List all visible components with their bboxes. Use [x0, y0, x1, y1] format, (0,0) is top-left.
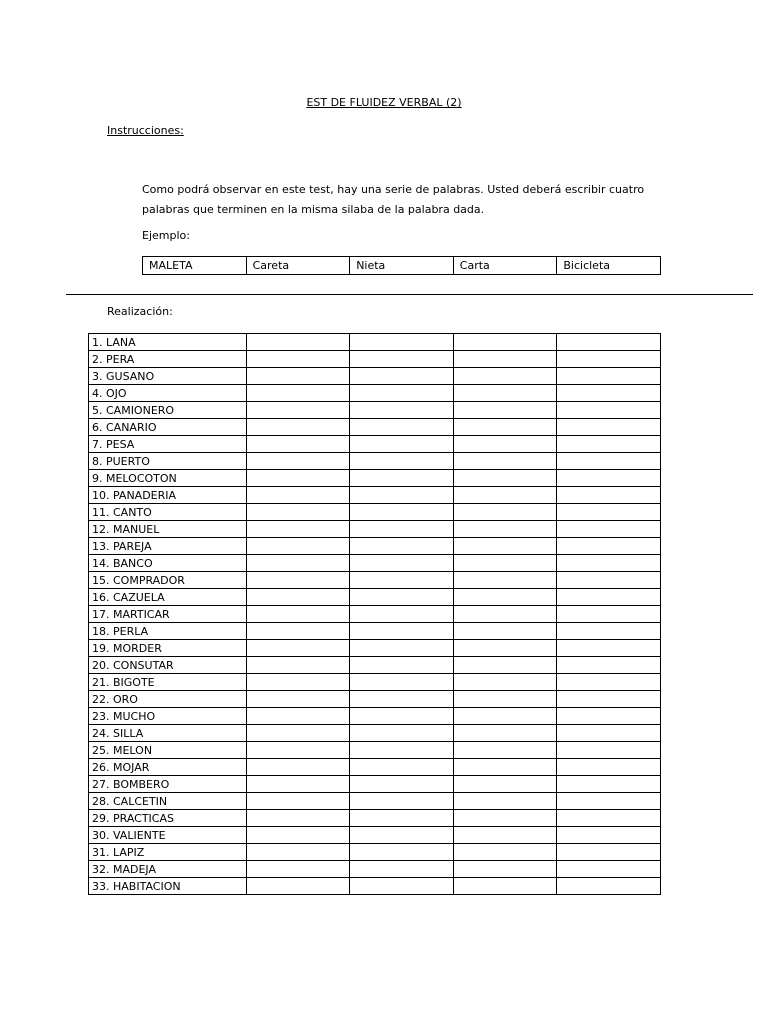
answer-cell[interactable] [350, 742, 454, 759]
answer-cell[interactable] [246, 776, 350, 793]
answer-cell[interactable] [557, 691, 661, 708]
table-row [89, 504, 661, 521]
answer-cell[interactable] [453, 674, 557, 691]
word-cell: 30. VALIENTE [89, 827, 247, 844]
answer-cell[interactable] [557, 623, 661, 640]
example-cell: Bicicleta [557, 257, 661, 275]
answer-cell[interactable] [557, 606, 661, 623]
answer-cell[interactable] [453, 708, 557, 725]
answer-cell[interactable] [350, 725, 454, 742]
answer-cell[interactable] [246, 487, 350, 504]
word-cell: 21. BIGOTE [89, 674, 247, 691]
table-row [89, 878, 661, 895]
answer-cell[interactable] [350, 504, 454, 521]
word-cell: 7. PESA [89, 436, 247, 453]
answer-cell[interactable] [246, 470, 350, 487]
answer-cell[interactable] [557, 334, 661, 351]
answer-cell[interactable] [246, 742, 350, 759]
answer-cell[interactable] [246, 538, 350, 555]
answer-cell[interactable] [246, 453, 350, 470]
word-cell: 10. PANADERIA [89, 487, 247, 504]
answer-cell[interactable] [557, 725, 661, 742]
word-cell: 32. MADEJA [89, 861, 247, 878]
answer-cell[interactable] [246, 674, 350, 691]
answer-cell[interactable] [350, 657, 454, 674]
word-cell: 23. MUCHO [89, 708, 247, 725]
answer-cell[interactable] [557, 385, 661, 402]
answer-cell[interactable] [246, 334, 350, 351]
instructions-heading: Instrucciones: [107, 124, 184, 137]
answer-cell[interactable] [453, 385, 557, 402]
answer-cell[interactable] [350, 572, 454, 589]
answer-cell[interactable] [246, 606, 350, 623]
answer-cell[interactable] [350, 334, 454, 351]
example-cell: MALETA [143, 257, 247, 275]
answer-cell[interactable] [350, 776, 454, 793]
word-cell: 2. PERA [89, 351, 247, 368]
table-row [89, 351, 661, 368]
table-row [89, 759, 661, 776]
answer-cell[interactable] [350, 810, 454, 827]
word-cell: 24. SILLA [89, 725, 247, 742]
example-table [142, 256, 661, 275]
word-cell: 18. PERLA [89, 623, 247, 640]
word-cell: 26. MOJAR [89, 759, 247, 776]
table-row [89, 402, 661, 419]
answer-cell[interactable] [350, 861, 454, 878]
answer-cell[interactable] [350, 640, 454, 657]
answer-cell[interactable] [557, 776, 661, 793]
table-row [89, 606, 661, 623]
answer-cell[interactable] [453, 725, 557, 742]
answer-cell[interactable] [557, 844, 661, 861]
example-row [143, 257, 661, 275]
answer-cell[interactable] [557, 793, 661, 810]
answer-cell[interactable] [453, 776, 557, 793]
table-row [89, 436, 661, 453]
answer-cell[interactable] [557, 436, 661, 453]
answer-cell[interactable] [246, 589, 350, 606]
table-row [89, 555, 661, 572]
table-row [89, 623, 661, 640]
table-row [89, 640, 661, 657]
answer-cell[interactable] [350, 385, 454, 402]
table-row [89, 742, 661, 759]
answer-cell[interactable] [453, 368, 557, 385]
answer-cell[interactable] [453, 453, 557, 470]
word-cell: 13. PAREJA [89, 538, 247, 555]
answer-cell[interactable] [557, 368, 661, 385]
answer-cell[interactable] [557, 742, 661, 759]
table-row [89, 453, 661, 470]
answer-cell[interactable] [453, 691, 557, 708]
answer-cell[interactable] [557, 657, 661, 674]
answer-cell[interactable] [557, 759, 661, 776]
answer-cell[interactable] [453, 351, 557, 368]
word-cell: 4. OJO [89, 385, 247, 402]
word-cell: 27. BOMBERO [89, 776, 247, 793]
answer-cell[interactable] [246, 878, 350, 895]
answer-cell[interactable] [557, 555, 661, 572]
answer-cell[interactable] [453, 589, 557, 606]
answer-cell[interactable] [350, 453, 454, 470]
answer-cell[interactable] [246, 793, 350, 810]
word-cell: 15. COMPRADOR [89, 572, 247, 589]
answer-cell[interactable] [246, 623, 350, 640]
word-cell: 8. PUERTO [89, 453, 247, 470]
table-row [89, 334, 661, 351]
answer-cell[interactable] [246, 759, 350, 776]
answer-cell[interactable] [557, 487, 661, 504]
answer-cell[interactable] [557, 708, 661, 725]
table-row [89, 521, 661, 538]
answer-cell[interactable] [350, 878, 454, 895]
answer-cell[interactable] [246, 725, 350, 742]
answer-cell[interactable] [246, 368, 350, 385]
answer-cell[interactable] [246, 691, 350, 708]
table-row [89, 861, 661, 878]
word-cell: 3. GUSANO [89, 368, 247, 385]
answer-cell[interactable] [557, 827, 661, 844]
answer-cell[interactable] [246, 708, 350, 725]
word-cell: 16. CAZUELA [89, 589, 247, 606]
answer-cell[interactable] [246, 385, 350, 402]
example-label: Ejemplo: [142, 229, 190, 242]
answer-cell[interactable] [557, 538, 661, 555]
answer-cell[interactable] [246, 844, 350, 861]
answer-cell[interactable] [453, 742, 557, 759]
answer-cell[interactable] [350, 759, 454, 776]
word-cell: 19. MORDER [89, 640, 247, 657]
table-row [89, 385, 661, 402]
answer-cell[interactable] [350, 793, 454, 810]
answer-cell[interactable] [453, 555, 557, 572]
answer-cell[interactable] [453, 759, 557, 776]
realization-label: Realización: [107, 305, 173, 318]
horizontal-divider [66, 294, 753, 295]
answer-cell[interactable] [557, 861, 661, 878]
word-cell: 20. CONSUTAR [89, 657, 247, 674]
example-cell: Carta [453, 257, 557, 275]
answer-cell[interactable] [246, 861, 350, 878]
word-cell: 5. CAMIONERO [89, 402, 247, 419]
word-cell: 1. LANA [89, 334, 247, 351]
answer-cell[interactable] [557, 470, 661, 487]
words-table [88, 333, 661, 895]
answer-cell[interactable] [453, 793, 557, 810]
answer-cell[interactable] [557, 572, 661, 589]
word-cell: 6. CANARIO [89, 419, 247, 436]
answer-cell[interactable] [350, 521, 454, 538]
answer-cell[interactable] [453, 487, 557, 504]
table-row [89, 776, 661, 793]
answer-cell[interactable] [453, 572, 557, 589]
answer-cell[interactable] [350, 487, 454, 504]
answer-cell[interactable] [246, 657, 350, 674]
answer-cell[interactable] [246, 827, 350, 844]
answer-cell[interactable] [557, 453, 661, 470]
answer-cell[interactable] [350, 402, 454, 419]
answer-cell[interactable] [453, 504, 557, 521]
document-title: EST DE FLUIDEZ VERBAL (2) [306, 96, 462, 109]
answer-cell[interactable] [453, 844, 557, 861]
answer-cell[interactable] [453, 878, 557, 895]
answer-cell[interactable] [453, 470, 557, 487]
answer-cell[interactable] [453, 538, 557, 555]
word-cell: 33. HABITACION [89, 878, 247, 895]
table-row [89, 572, 661, 589]
answer-cell[interactable] [246, 436, 350, 453]
answer-cell[interactable] [350, 351, 454, 368]
answer-cell[interactable] [453, 640, 557, 657]
answer-cell[interactable] [246, 555, 350, 572]
answer-cell[interactable] [453, 419, 557, 436]
answer-cell[interactable] [350, 419, 454, 436]
answer-cell[interactable] [246, 640, 350, 657]
table-row [89, 538, 661, 555]
answer-cell[interactable] [350, 606, 454, 623]
table-row [89, 810, 661, 827]
answer-cell[interactable] [246, 351, 350, 368]
table-row [89, 708, 661, 725]
answer-cell[interactable] [557, 402, 661, 419]
answer-cell[interactable] [246, 402, 350, 419]
answer-cell[interactable] [246, 810, 350, 827]
word-cell: 17. MARTICAR [89, 606, 247, 623]
example-cell: Nieta [350, 257, 454, 275]
answer-cell[interactable] [350, 827, 454, 844]
table-row [89, 657, 661, 674]
answer-cell[interactable] [246, 419, 350, 436]
answer-cell[interactable] [557, 521, 661, 538]
table-row [89, 674, 661, 691]
table-row [89, 793, 661, 810]
word-cell: 9. MELOCOTON [89, 470, 247, 487]
answer-cell[interactable] [246, 504, 350, 521]
answer-cell[interactable] [453, 827, 557, 844]
answer-cell[interactable] [350, 368, 454, 385]
table-row [89, 827, 661, 844]
answer-cell[interactable] [453, 810, 557, 827]
word-cell: 28. CALCETIN [89, 793, 247, 810]
answer-cell[interactable] [557, 878, 661, 895]
answer-cell[interactable] [453, 657, 557, 674]
answer-cell[interactable] [350, 470, 454, 487]
word-cell: 12. MANUEL [89, 521, 247, 538]
answer-cell[interactable] [557, 810, 661, 827]
table-row [89, 470, 661, 487]
answer-cell[interactable] [557, 351, 661, 368]
answer-cell[interactable] [453, 606, 557, 623]
word-cell: 11. CANTO [89, 504, 247, 521]
word-cell: 29. PRACTICAS [89, 810, 247, 827]
word-cell: 31. LAPIZ [89, 844, 247, 861]
word-cell: 14. BANCO [89, 555, 247, 572]
answer-cell[interactable] [350, 674, 454, 691]
instructions-text: Como podrá observar en este test, hay una serie de palabras. Usted deberá escribir cuatro palabras que terminen en la misma silaba de la palabra dada. [142, 183, 645, 216]
example-cell: Careta [246, 257, 350, 275]
answer-cell[interactable] [453, 334, 557, 351]
answer-cell[interactable] [350, 691, 454, 708]
answer-cell[interactable] [350, 555, 454, 572]
word-cell: 25. MELON [89, 742, 247, 759]
answer-cell[interactable] [350, 436, 454, 453]
answer-cell[interactable] [453, 521, 557, 538]
table-row [89, 725, 661, 742]
answer-cell[interactable] [557, 640, 661, 657]
answer-cell[interactable] [557, 504, 661, 521]
table-row [89, 419, 661, 436]
table-row [89, 368, 661, 385]
table-row [89, 844, 661, 861]
answer-cell[interactable] [246, 521, 350, 538]
answer-cell[interactable] [453, 436, 557, 453]
word-cell: 22. ORO [89, 691, 247, 708]
table-row [89, 691, 661, 708]
answer-cell[interactable] [557, 674, 661, 691]
answer-cell[interactable] [350, 589, 454, 606]
table-row [89, 589, 661, 606]
answer-cell[interactable] [350, 708, 454, 725]
answer-cell[interactable] [453, 861, 557, 878]
answer-cell[interactable] [350, 844, 454, 861]
answer-cell[interactable] [350, 623, 454, 640]
answer-cell[interactable] [557, 419, 661, 436]
answer-cell[interactable] [246, 572, 350, 589]
answer-cell[interactable] [557, 589, 661, 606]
answer-cell[interactable] [453, 623, 557, 640]
answer-cell[interactable] [453, 402, 557, 419]
answer-cell[interactable] [350, 538, 454, 555]
table-row [89, 487, 661, 504]
